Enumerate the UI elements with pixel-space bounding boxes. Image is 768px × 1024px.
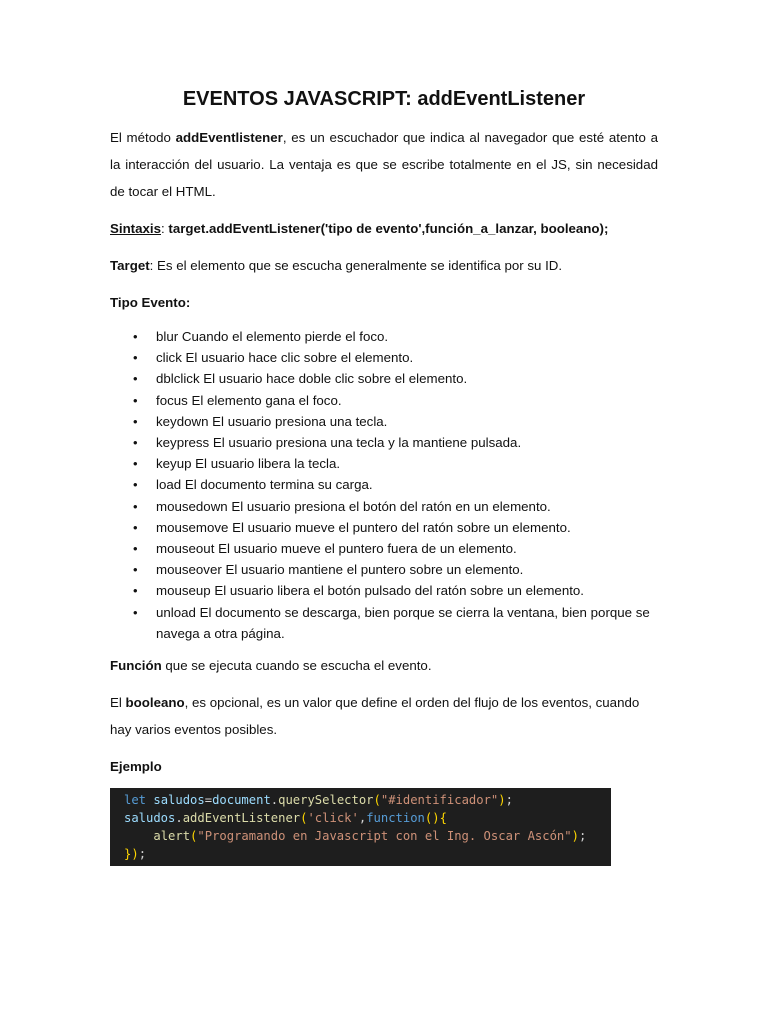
code-token: ) (498, 793, 506, 807)
code-token: { (439, 811, 447, 825)
bullet-icon: • (133, 541, 138, 557)
event-list-item (110, 347, 658, 368)
bullet-icon: • (133, 350, 138, 366)
intro-bold: addEventlistener (175, 130, 283, 145)
code-token: "Programando en Javascript con el Ing. Oscar Ascón" (197, 829, 572, 843)
code-token: saludos (153, 793, 205, 807)
code-token: . (175, 811, 183, 825)
bullet-icon: • (133, 329, 138, 344)
code-token: ) (571, 829, 579, 843)
syntax-code: target.addEventListener('tipo de evento',función_a_lanzar, booleano); (168, 221, 609, 236)
code-token: . (270, 793, 279, 807)
code-token: 'click' (307, 811, 359, 825)
bullet-icon: • (133, 477, 138, 493)
funcion-label: Función (110, 658, 162, 674)
intro-pre: El método (110, 130, 176, 145)
booleano-pre: El (110, 695, 126, 711)
code-token: document (212, 793, 271, 807)
target-label: Target (110, 258, 150, 273)
event-list-item (110, 517, 658, 538)
code-token (124, 829, 153, 843)
booleano-paragraph (110, 689, 658, 743)
ejemplo-heading (110, 753, 658, 780)
bullet-icon: • (133, 435, 138, 451)
code-token: ; (505, 793, 513, 807)
event-list-item (110, 390, 658, 411)
syntax-line (110, 215, 658, 242)
event-list-item-text: mousemove El usuario mueve el puntero del ratón sobre un elemento. (156, 519, 571, 535)
intro-post: , es un escuchador que indica al navegador que esté atento a la interacción del usuario. La ventaja es que se escribe totalmente en el JS, sin necesidad de tocar el HTML. (110, 130, 658, 199)
code-token: , (358, 811, 367, 825)
code-token: alert (153, 829, 191, 843)
code-token: addEventListener (182, 811, 301, 825)
event-list-item (110, 432, 658, 453)
event-list-item (110, 602, 658, 644)
event-list-item-text: click El usuario hace clic sobre el elemento. (156, 350, 414, 366)
event-list-item-text: mousedown El usuario presiona el botón del ratón en un elemento. (156, 498, 551, 514)
bullet-icon: • (133, 583, 138, 599)
event-list-item (110, 453, 658, 474)
code-token: ; (578, 829, 587, 843)
code-token: querySelector (278, 793, 374, 807)
code-token: function (366, 811, 425, 825)
event-list-item-text: blur Cuando el elemento pierde el foco. (156, 329, 389, 344)
bullet-icon: • (133, 456, 138, 472)
booleano-post: , es opcional, es un valor que define el orden del flujo de los eventos, cuando hay varios eventos posibles. (110, 695, 640, 738)
code-token: let (124, 793, 154, 807)
syntax-sep: : (161, 221, 169, 236)
event-list-item (110, 580, 658, 601)
code-token: ( (300, 811, 308, 825)
bullet-icon: • (133, 392, 138, 408)
ejemplo-label: Ejemplo (110, 759, 162, 775)
intro-paragraph (110, 124, 658, 205)
bullet-icon: • (133, 562, 138, 578)
code-line-3 (124, 827, 611, 845)
booleano-bold: booleano (125, 695, 185, 711)
event-list-item-text: keyup El usuario libera la tecla. (156, 456, 341, 472)
bullet-icon: • (133, 604, 138, 620)
event-list-item-text: keypress El usuario presiona una tecla y la mantiene pulsada. (156, 435, 522, 451)
target-text: : Es el elemento que se escucha generalmente se identifica por su ID. (149, 258, 563, 273)
code-line-1 (124, 791, 611, 809)
syntax-label: Sintaxis (110, 221, 161, 236)
event-list-item (110, 496, 658, 517)
code-token: "#identificador" (380, 793, 499, 807)
bullet-icon: • (133, 413, 138, 429)
page-title: EVENTOS JAVASCRIPT: addEventListener (182, 88, 586, 110)
target-line (110, 252, 658, 279)
event-list-item-text: load El documento termina su carga. (156, 477, 373, 493)
bullet-icon: • (133, 498, 138, 514)
document-body (110, 124, 658, 780)
code-line-4 (124, 845, 611, 863)
event-list-item (110, 368, 658, 389)
bullet-icon: • (133, 519, 138, 535)
code-block (110, 788, 611, 866)
event-list-item-text: mouseout El usuario mueve el puntero fuera de un elemento. (156, 541, 517, 557)
event-list-item-text: focus El elemento gana el foco. (156, 392, 342, 408)
event-list-item-text: keydown El usuario presiona una tecla. (156, 413, 388, 429)
event-list-item (110, 474, 658, 495)
funcion-line (110, 652, 658, 679)
event-list-item-text: dblclick El usuario hace doble clic sobre el elemento. (156, 371, 468, 387)
code-token: = (204, 793, 213, 807)
event-list-item (110, 538, 658, 559)
code-token: ( (190, 829, 198, 843)
event-list-item (110, 326, 658, 347)
tipo-evento-heading (110, 289, 658, 316)
event-list-item-text: mouseover El usuario mantiene el puntero sobre un elemento. (156, 562, 524, 578)
code-line-2 (124, 809, 611, 827)
event-list-item-text: mouseup El usuario libera el botón pulsado del ratón sobre un elemento. (156, 583, 584, 599)
events-list (110, 326, 658, 644)
code-token: () (424, 811, 440, 825)
code-token: ) (131, 847, 139, 861)
code-token: } (124, 847, 132, 861)
funcion-text: que se ejecuta cuando se escucha el evento. (161, 658, 432, 674)
code-token: ( (373, 793, 381, 807)
tipo-evento-label: Tipo Evento: (110, 295, 191, 310)
code-token: saludos (124, 811, 176, 825)
event-list-item-text: unload El documento se descarga, bien porque se cierra la ventana, bien porque se navega a otra página. (156, 604, 650, 641)
event-list-item (110, 411, 658, 432)
bullet-icon: • (133, 371, 138, 387)
code-token: ; (138, 847, 147, 861)
event-list-item (110, 559, 658, 580)
